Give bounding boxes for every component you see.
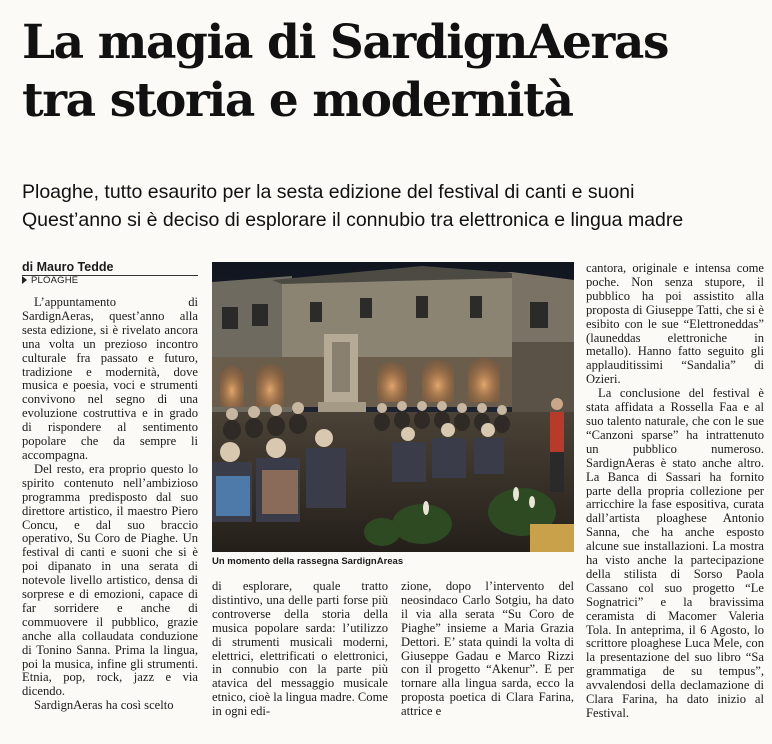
article-column-1: [22, 296, 198, 713]
article-column-2: [212, 580, 388, 719]
paragraph: La conclusione del festival è stata affidata a Rossella Faa e al suo talento naturale, che con le sue “Canzoni sparse” ha intrattenuto un pubblico numeroso. SardignAeras è stato anche altro. La Banca di Sassari ha fornito parte della propria collezione per arricchire la fase espositiva, curata dall’artista ploaghese Antonio Sanna, che ha anche esposto alcune sue installazioni. La mostra ha visto anche la partecipazione della stilista di Sorso Paola Cassano col suo progetto “Le Sognatrici” e la bravissima ceramista di Macomer Valeria Tola. In anteprima, il 6 Agosto, lo scrittore ploaghese Luca Mele, con la presentazione del suo libro “Sa grammatiga de su tempus”, avvalendosi della declamazione di Clara Farina, ha dato inizio al Festival.: [586, 386, 764, 720]
article-column-3: [401, 580, 574, 719]
dateline: [22, 275, 78, 286]
paragraph: di esplorare, quale tratto distintivo, una delle parti forse più controverse della storia della musica popolare sarda: l’utilizzo di strumenti musicali moderni, elettrici, elettrificati o elettronici, in connubio con la parte più atavica del messaggio musicale etnico, cioè la lingua madre. Come in ogni edi-: [212, 579, 388, 719]
subheadline: [22, 178, 767, 234]
article-column-4: [586, 262, 764, 721]
subheadline-line-2: Quest’anno si è deciso di esplorare il connubio tra elettronica e lingua madre: [22, 209, 684, 231]
headline-line-1: La magia di SardignAeras: [22, 15, 669, 70]
paragraph: Del resto, era proprio questo lo spirito contenuto nell’ambizioso programma predisposto dal suo direttore artistico, il maestro Piero Concu, e dal suo braccio operativo, Su Coro de Piaghe. Un festival di canti e suoni che si è poi dipanato in una serata di notevole livello artistico, densa di sorprese e di emozioni, capace di far sorridere e anche di commuovere il pubblico, grazie anche alla collaudata conduzione di Tonino Sanna. Prima la lingua, poi la musica, infine gli strumenti. Etnia, pop, rock, jazz e via dicendo.: [22, 461, 198, 699]
photo-caption: Un momento della rassegna SardignAreas: [212, 556, 404, 567]
dateline-place: PLOAGHE: [31, 275, 79, 286]
paragraph: SardignAeras ha così scelto: [34, 698, 174, 713]
dateline-arrow-icon: [22, 276, 27, 284]
headline: [22, 14, 762, 130]
author-byline: di Mauro Tedde: [22, 260, 198, 276]
paragraph: cantora, originale e intensa come poche. Non senza stupore, il pubblico ha poi assistito alla proposta di Giuseppe Tatti, che si è esibito con le sue “Elettroneddas” (launeddas elettroniche in metallo). Hanno fatto seguito gli applauditissimi “Sandalia” di Ozieri.: [586, 261, 764, 387]
headline-line-2: tra storia e modernità: [22, 73, 573, 128]
cloister-concert-illustration: [212, 262, 574, 552]
subheadline-line-1: Ploaghe, tutto esaurito per la sesta edizione del festival di canti e suoni: [22, 181, 635, 203]
paragraph: L’appuntamento di SardignAeras, quest’anno alla sesta edizione, si è rivelato ancora una volta un prezioso incontro culturale fra passato e futuro, tradizione e modernità, dove musica e poesia, voci e strumenti convivono nel segno di una evoluzione costruttiva e in grado di rispondere al sentimento popolare che da sempre li accompagna.: [22, 295, 198, 462]
article-photo: [212, 262, 574, 552]
paragraph: zione, dopo l’intervento del neosindaco Carlo Sotgiu, ha dato il via alla serata “Su Coro de Piaghe” insieme a Maria Grazia Dettori. E’ stata quindi la volta di Giuseppe Gadau e Marco Rizzi con il progetto “Akenur”. E per tornare alla lingua sarda, ecco la proposta poetica di Clara Farina, attrice e: [401, 579, 574, 719]
